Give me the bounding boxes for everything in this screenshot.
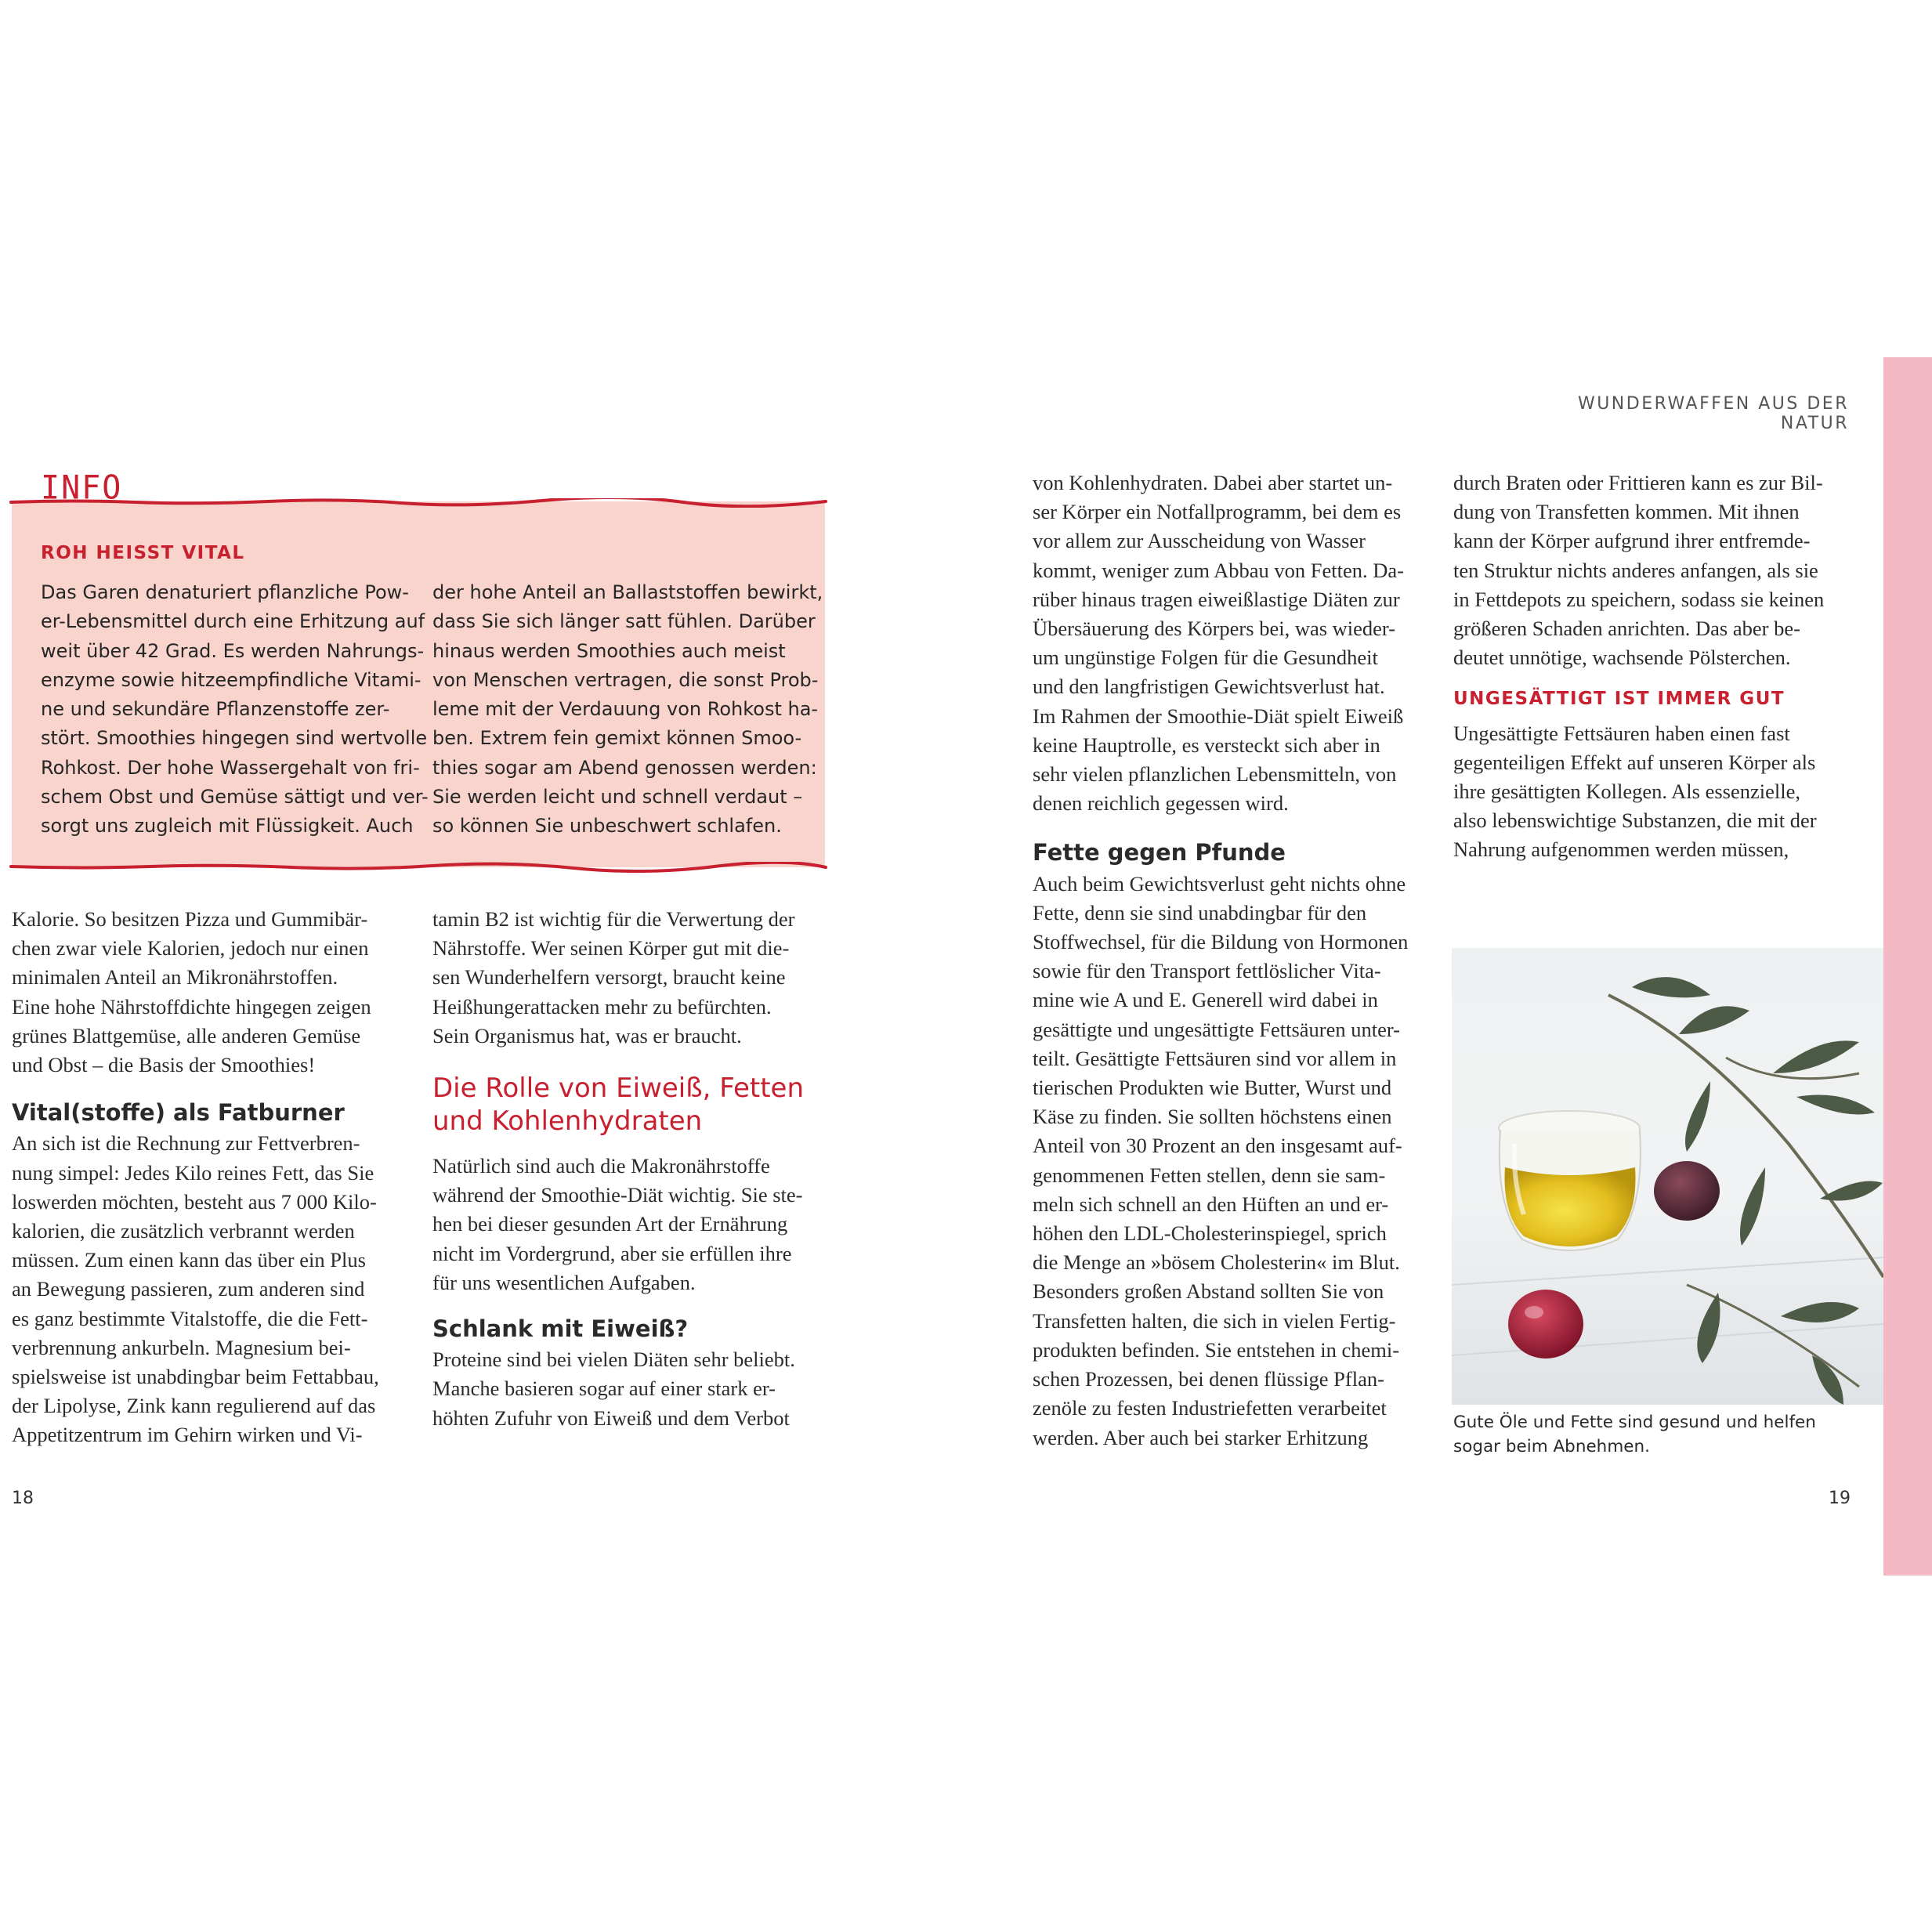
text-line: Kalorie. So besitzen Pizza und Gummibär- [12, 907, 368, 931]
info-line: so können Sie unbeschwert schlafen. [432, 815, 782, 838]
text-line: Anteil von 30 Prozent an den insgesamt auf- [1033, 1134, 1402, 1158]
paragraph [432, 905, 832, 1051]
info-line: Rohkost. Der hohe Wassergehalt von fri- [41, 756, 420, 779]
text-line: rüber hinaus tragen eiweißlastige Diäten zur [1033, 587, 1400, 611]
text-line: mine wie A und E. Generell wird dabei in [1033, 988, 1378, 1012]
text-line: und den langfristigen Gewichtsverlust hat. [1033, 675, 1385, 699]
paragraph [12, 905, 403, 1080]
info-column-1 [41, 578, 429, 841]
text-line: ser Körper ein Notfallprogramm, bei dem es [1033, 500, 1402, 524]
text-line: Ungesättigte Fettsäuren haben einen fast [1453, 721, 1790, 745]
text-column-4 [1453, 469, 1861, 865]
paragraph [1033, 870, 1440, 1453]
text-column-3 [1033, 469, 1440, 1453]
text-line: grünes Blattgemüse, alle anderen Gemüse [12, 1023, 361, 1047]
section-heading-red [432, 1072, 832, 1138]
text-line: zenöle zu festen Industriefetten verarbeitet [1033, 1396, 1387, 1420]
info-line: stört. Smoothies hingegen sind wertvolle [41, 727, 428, 750]
text-line: teilt. Gesättigte Fettsäuren sind vor allem in [1033, 1046, 1397, 1070]
info-line: leme mit der Verdauung von Rohkost ha- [432, 698, 819, 721]
text-line: dung von Transfetten kommen. Mit ihnen [1453, 500, 1800, 524]
paragraph [432, 1345, 832, 1433]
info-line: sorgt uns zugleich mit Flüssigkeit. Auch [41, 815, 414, 838]
text-line: minimalen Anteil an Mikronährstoffen. [12, 965, 338, 990]
text-line: An sich ist die Rechnung zur Fettverbren- [12, 1131, 360, 1156]
text-line: der Lipolyse, Zink kann regulierend auf das [12, 1394, 376, 1418]
text-line: an Bewegung passieren, zum anderen sind [12, 1277, 365, 1301]
page-number-left: 18 [12, 1489, 34, 1508]
text-line: tierischen Produkten wie Butter, Wurst und [1033, 1076, 1392, 1100]
info-line: Sie werden leicht und schnell verdaut – [432, 786, 803, 809]
text-line: also lebenswichtige Substanzen, die mit der [1453, 809, 1817, 833]
text-line: die Menge an »bösem Cholesterin« im Blut. [1033, 1250, 1400, 1275]
text-line: vor allem zur Ausscheidung von Wasser [1033, 529, 1366, 553]
text-line: sehr vielen pflanzlichen Lebensmitteln, von [1033, 762, 1397, 787]
section-heading-caps: UNGESÄTTIGT IST IMMER GUT [1453, 689, 1785, 710]
text-line: ihre gesättigten Kollegen. Als essenzielle, [1453, 780, 1801, 804]
olive-oil-photo [1452, 948, 1883, 1405]
text-line: und Obst – die Basis der Smoothies! [12, 1053, 316, 1077]
text-line: sowie für den Transport fettlöslicher Vita- [1033, 959, 1381, 983]
text-line: Natürlich sind auch die Makronährstoffe [432, 1154, 770, 1178]
paragraph [432, 1152, 832, 1297]
text-line: Proteine sind bei vielen Diäten sehr beliebt. [432, 1348, 795, 1372]
info-line: von Menschen vertragen, die sonst Prob- [432, 668, 819, 691]
text-line: Stoffwechsel, für die Bildung von Hormonen [1033, 930, 1409, 954]
text-line: verbrennung ankurbeln. Magnesium bei- [12, 1335, 351, 1359]
text-line: nung simpel: Jedes Kilo reines Fett, das Sie [12, 1160, 374, 1185]
text-line: Eine hohe Nährstoffdichte hingegen zeigen [12, 994, 371, 1018]
info-title: ROH HEISST VITAL [41, 543, 245, 563]
text-column-1 [12, 905, 403, 1450]
section-heading: Fette gegen Pfunde [1033, 839, 1286, 867]
text-line: Im Rahmen der Smoothie-Diät spielt Eiweiß [1033, 704, 1404, 728]
text-line: produkten befinden. Sie entstehen in chemi- [1033, 1337, 1400, 1362]
text-line: denen reichlich gegessen wird. [1033, 791, 1289, 816]
paragraph [1453, 719, 1861, 865]
text-line: schen Prozessen, bei denen flüssige Pflan- [1033, 1367, 1384, 1391]
heading-line: und Kohlenhydraten [432, 1105, 703, 1138]
info-line: weit über 42 Grad. Es werden Nahrungs- [41, 639, 425, 662]
text-line: kann der Körper aufgrund ihrer entfremde- [1453, 529, 1811, 553]
page-edge-strip [1883, 357, 1932, 1576]
text-line: sen Wunderhelfern versorgt, braucht keine [432, 965, 786, 990]
text-line: loswerden möchten, besteht aus 7 000 Kilo- [12, 1189, 377, 1214]
text-line: Auch beim Gewichtsverlust geht nichts ohne [1033, 871, 1406, 895]
section-heading: Schlank mit Eiweiß? [432, 1315, 689, 1343]
info-box-top-rule [9, 498, 828, 508]
text-line: gegenteiligen Effekt auf unseren Körper als [1453, 750, 1816, 774]
text-line: ten Struktur nichts anderes anfangen, als sie [1453, 558, 1818, 582]
text-line: gesättigte und ungesättigte Fettsäuren unter- [1033, 1017, 1400, 1041]
paragraph [1453, 469, 1861, 672]
text-line: Übersäuerung des Körpers bei, was wieder- [1033, 617, 1396, 641]
caption-line: Gute Öle und Fette sind gesund und helfen [1453, 1413, 1816, 1432]
text-line: müssen. Zum einen kann das über ein Plus [12, 1248, 366, 1272]
text-line: größeren Schaden anrichten. Das aber be- [1453, 617, 1800, 641]
text-line: hen bei dieser gesunden Art der Ernährung [432, 1212, 788, 1236]
text-line: Nährstoffe. Wer seinen Körper gut mit die- [432, 936, 790, 961]
text-line: deutet unnötige, wachsende Pölsterchen. [1453, 646, 1791, 670]
section-heading: Vital(stoffe) als Fatburner [12, 1099, 345, 1127]
text-line: spielsweise ist unabdingbar beim Fettabbau, [12, 1365, 379, 1389]
info-box-bottom-rule [9, 862, 828, 873]
paragraph [12, 1129, 403, 1449]
text-line: werden. Aber auch bei starker Erhitzung [1033, 1425, 1369, 1449]
text-line: Heißhungerattacken mehr zu befürchten. [432, 994, 772, 1018]
text-line: um ungünstige Folgen für die Gesundheit [1033, 646, 1378, 670]
info-line: der hohe Anteil an Ballaststoffen bewirkt, [432, 581, 823, 603]
text-line: durch Braten oder Frittieren kann es zur Bil- [1453, 471, 1823, 494]
info-line: enzyme sowie hitzeempfindliche Vitami- [41, 668, 421, 691]
text-line: für uns wesentlichen Aufgaben. [432, 1270, 696, 1294]
info-line: ben. Extrem fein gemixt können Smoo- [432, 727, 802, 750]
text-line: kommt, weniger zum Abbau von Fetten. Da- [1033, 558, 1404, 582]
running-head: WUNDERWAFFEN AUS DER NATUR [1577, 394, 1849, 433]
text-line: keine Hauptrolle, es versteckt sich aber in [1033, 733, 1380, 757]
info-line: er-Lebensmittel durch eine Erhitzung auf [41, 610, 425, 633]
info-line: schem Obst und Gemüse sättigt und ver- [41, 786, 429, 809]
info-label: INFO [41, 469, 123, 508]
text-line: von Kohlenhydraten. Dabei aber startet un- [1033, 471, 1393, 494]
heading-line: Die Rolle von Eiweiß, Fetten [432, 1073, 805, 1105]
photo-caption [1453, 1410, 1861, 1459]
page-number-right: 19 [1829, 1489, 1851, 1508]
text-line: höhen den LDL-Cholesterinspiegel, sprich [1033, 1221, 1387, 1246]
text-line: es ganz bestimmte Vitalstoffe, die die Fett- [12, 1306, 368, 1330]
text-line: Käse zu finden. Sie sollten höchstens einen [1033, 1105, 1392, 1129]
text-line: chen zwar viele Kalorien, jedoch nur einen [12, 936, 369, 961]
text-line: Fette, denn sie sind unabdingbar für den [1033, 900, 1367, 924]
text-line: Manche basieren sogar auf einer stark er- [432, 1377, 776, 1401]
info-line: ne und sekundäre Pflanzenstoffe zer- [41, 698, 390, 721]
info-line: thies sogar am Abend genossen werden: [432, 756, 817, 779]
text-line: Sein Organismus hat, was er braucht. [432, 1023, 742, 1047]
text-line: genommenen Fetten stellen, denn sie sam- [1033, 1163, 1386, 1187]
text-line: Transfetten halten, die sich in vielen Fertig- [1033, 1308, 1396, 1333]
text-line: tamin B2 ist wichtig für die Verwertung der [432, 907, 795, 931]
text-line: höhten Zufuhr von Eiweiß und dem Verbot [432, 1406, 790, 1430]
text-line: nicht im Vordergrund, aber sie erfüllen ihre [432, 1241, 792, 1265]
info-line: hinaus werden Smoothies auch meist [432, 639, 786, 662]
text-line: Besonders großen Abstand sollten Sie von [1033, 1279, 1384, 1304]
info-column-2 [432, 578, 823, 841]
text-line: während der Smoothie-Diät wichtig. Sie ste- [432, 1183, 803, 1207]
caption-line: sogar beim Abnehmen. [1453, 1437, 1650, 1456]
text-column-2 [432, 905, 832, 1433]
text-line: meln sich schnell an den Hüften an und er- [1033, 1192, 1389, 1216]
info-line: dass Sie sich länger satt fühlen. Darüber [432, 610, 816, 633]
text-line: Nahrung aufgenommen werden müssen, [1453, 838, 1789, 862]
info-line: Das Garen denaturiert pflanzliche Pow- [41, 581, 409, 603]
text-line: in Fettdepots zu speichern, sodass sie keinen [1453, 587, 1825, 611]
text-line: Appetitzentrum im Gehirn wirken und Vi- [12, 1423, 363, 1447]
text-line: kalorien, die zusätzlich verbrannt werden [12, 1219, 355, 1243]
paragraph [1033, 469, 1440, 818]
